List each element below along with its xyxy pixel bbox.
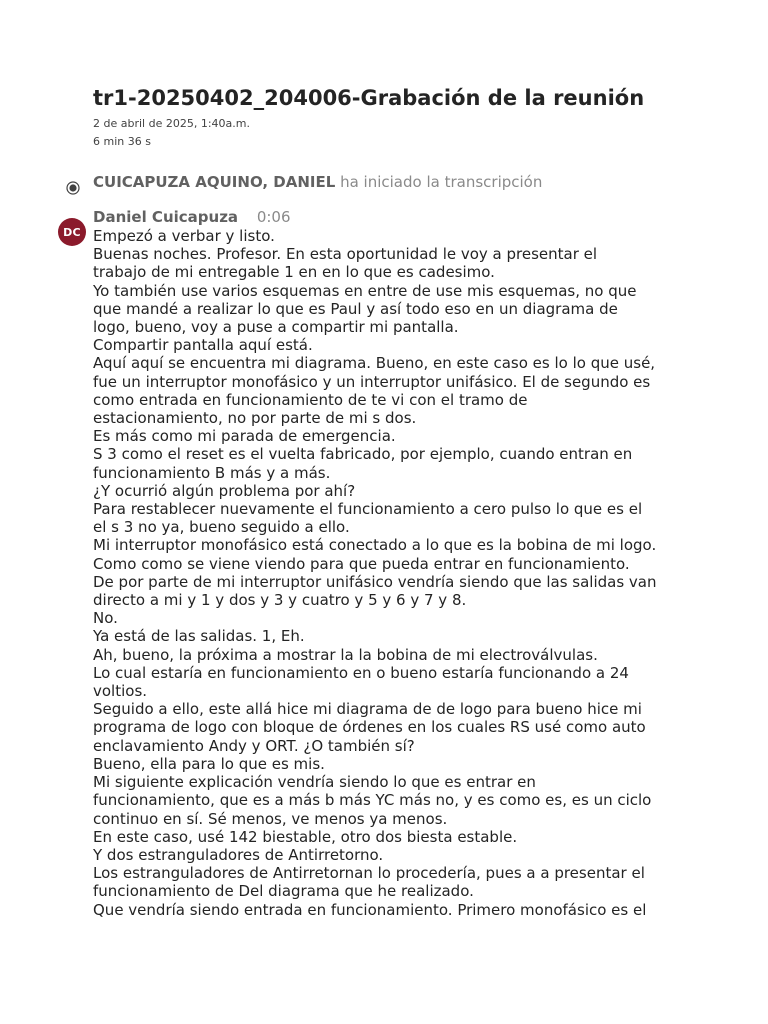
event-action: ha iniciado la transcripción xyxy=(340,173,543,191)
transcript-line: ¿Y ocurrió algún problema por ahí? xyxy=(93,481,356,500)
transcript-line: Mi interruptor monofásico está conectado a lo que es la bobina de mi logo. xyxy=(93,536,657,555)
transcript-line: voltios. xyxy=(93,682,148,701)
transcript-line: De por parte de mi interruptor unifásico vendría siendo que las salidas van xyxy=(93,572,657,591)
transcript-line: el s 3 no ya, bueno seguido a ello. xyxy=(93,518,350,537)
avatar: DC xyxy=(58,218,86,246)
event-text xyxy=(93,173,542,191)
recording-duration: 6 min 36 s xyxy=(93,135,151,148)
transcript-line: continuo en sí. Sé menos, ve menos ya menos. xyxy=(93,809,448,828)
speaker-name: Daniel Cuicapuza xyxy=(93,208,239,226)
transcript-line: Como como se viene viendo para que pueda entrar en funcionamiento. xyxy=(93,554,630,573)
transcript-line: Seguido a ello, este allá hice mi diagrama de de logo para bueno hice mi xyxy=(93,700,642,719)
transcript-line: que mandé a realizar lo que es Paul y así todo eso en un diagrama de xyxy=(93,299,618,318)
transcript-line: como entrada en funcionamiento de te vi con el tramo de xyxy=(93,390,528,409)
transcript-line: Y dos estranguladores de Antirretorno. xyxy=(93,845,384,864)
speaker-header xyxy=(93,208,291,226)
transcript-line: Buenas noches. Profesor. En esta oportunidad le voy a presentar el xyxy=(93,245,598,264)
transcript-line: trabajo de mi entregable 1 en en lo que es cadesimo. xyxy=(93,263,495,282)
transcript-line: programa de logo con bloque de órdenes en los cuales RS usé como auto xyxy=(93,718,646,737)
transcript-text xyxy=(93,227,693,919)
transcript-line: funcionamiento B más y a más. xyxy=(93,463,331,482)
recording-date: 2 de abril de 2025, 1:40a.m. xyxy=(93,117,250,130)
transcript-line: Mi siguiente explicación vendría siendo lo que es entrar en xyxy=(93,773,536,792)
transcript-line: funcionamiento, que es a más b más YC más no, y es como es, es un ciclo xyxy=(93,791,652,810)
transcript-line: S 3 como el reset es el vuelta fabricado, por ejemplo, cuando entran en xyxy=(93,445,633,464)
transcription-started-event xyxy=(66,172,706,192)
transcript-line: enclavamiento Andy y ORT. ¿O también sí? xyxy=(93,736,415,755)
transcript-line: Los estranguladores de Antirretornan lo procedería, pues a a presentar el xyxy=(93,864,645,883)
event-user-name: CUICAPUZA AQUINO, DANIEL xyxy=(93,173,336,191)
transcript-line: Lo cual estaría en funcionamiento en o bueno estaría funcionando a 24 xyxy=(93,663,629,682)
transcript-line: Es más como mi parada de emergencia. xyxy=(93,427,396,446)
transcript-line: Que vendría siendo entrada en funcionamiento. Primero monofásico es el xyxy=(93,900,647,919)
transcript-line: funcionamiento de Del diagrama que he realizado. xyxy=(93,882,474,901)
transcript-line: Ya está de las salidas. 1, Eh. xyxy=(93,627,305,646)
transcript-line: Aquí aquí se encuentra mi diagrama. Bueno, en este caso es lo lo que usé, xyxy=(93,354,656,373)
transcript-line: Bueno, ella para lo que es mis. xyxy=(93,754,325,773)
transcript-line: fue un interruptor monofásico y un interruptor unifásico. El de segundo es xyxy=(93,372,651,391)
transcript-line: Compartir pantalla aquí está. xyxy=(93,336,313,355)
transcript-line: estacionamiento, no por parte de mi s dos. xyxy=(93,409,417,428)
transcript-line: logo, bueno, voy a puse a compartir mi pantalla. xyxy=(93,318,459,337)
transcript-line: Ah, bueno, la próxima a mostrar la la bobina de mi electroválvulas. xyxy=(93,645,598,664)
transcript-line: En este caso, usé 142 biestable, otro dos biesta estable. xyxy=(93,827,518,846)
transcript-line: Para restablecer nuevamente el funcionamiento a cero pulso lo que es el xyxy=(93,500,643,519)
record-icon xyxy=(66,181,80,195)
transcript-line: No. xyxy=(93,609,118,628)
speaker-timestamp: 0:06 xyxy=(256,208,291,226)
transcript-line: Empezó a verbar y listo. xyxy=(93,227,275,245)
page-title: tr1-20250402_204006-Grabación de la reunión xyxy=(93,86,645,110)
transcript-line: directo a mi y 1 y dos y 3 y cuatro y 5 y 6 y 7 y 8. xyxy=(93,591,467,610)
transcript-line: Yo también use varios esquemas en entre de use mis esquemas, no que xyxy=(93,281,637,300)
